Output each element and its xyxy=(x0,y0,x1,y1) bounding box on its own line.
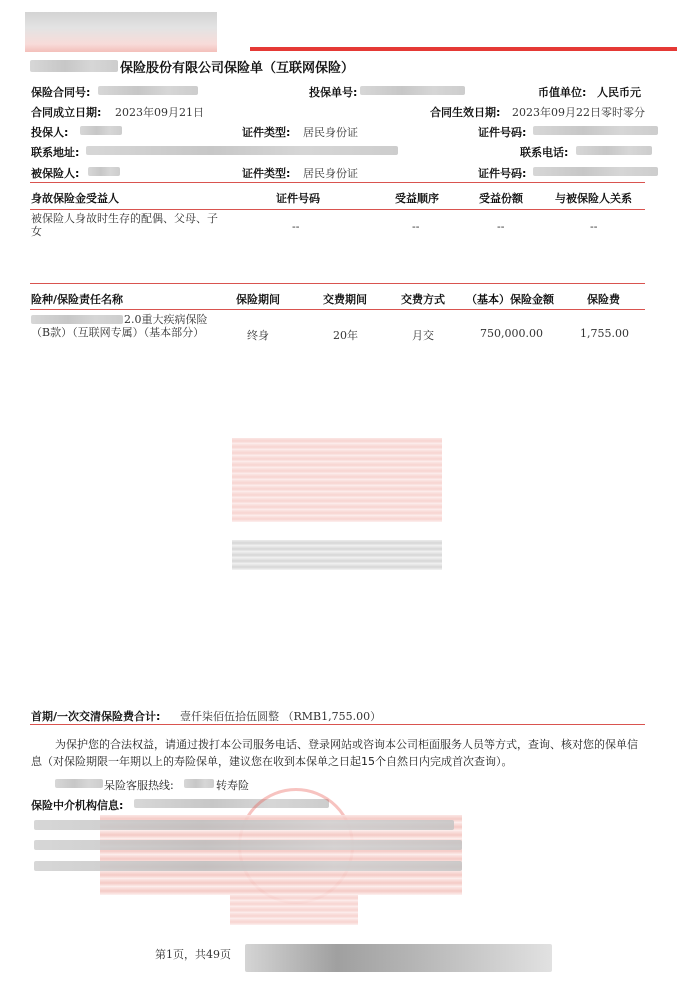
redacted-phone xyxy=(576,146,652,155)
beneficiary-cell-4: -- xyxy=(590,220,598,233)
divider xyxy=(30,209,645,210)
coverage-period: 终身 xyxy=(247,329,269,342)
contract-no-label: 保险合同号: xyxy=(31,86,91,99)
header-red-bar xyxy=(250,47,677,51)
effective-value: 2023年09月22日零时零分 xyxy=(512,106,645,119)
divider xyxy=(30,309,645,310)
currency-value: 人民币元 xyxy=(597,86,641,99)
coverage-pay-period: 20年 xyxy=(333,329,358,342)
insured-label: 被保险人: xyxy=(31,167,80,180)
coverage-header-0: 险种/保险责任名称 xyxy=(31,293,124,306)
effective-label: 合同生效日期: xyxy=(430,106,501,119)
id-no-label: 证件号码: xyxy=(478,126,527,139)
established-label: 合同成立日期: xyxy=(31,106,102,119)
agency-label: 保险中介机构信息: xyxy=(31,799,124,812)
id-type-label: 证件类型: xyxy=(242,126,291,139)
redacted-agency-line xyxy=(34,840,462,850)
redacted-company-name xyxy=(30,60,118,72)
redacted-id-no-2 xyxy=(533,167,658,176)
beneficiary-cell-3: -- xyxy=(497,220,505,233)
id-no-label-2: 证件号码: xyxy=(478,167,527,180)
redacted-application-no xyxy=(360,86,465,95)
total-label: 首期/一次交清保险费合计: xyxy=(31,710,161,723)
coverage-header-4: （基本）保险金额 xyxy=(466,293,554,306)
coverage-header-2: 交费期间 xyxy=(323,293,367,306)
established-value: 2023年09月21日 xyxy=(115,106,204,119)
beneficiary-header-0: 身故保险金受益人 xyxy=(31,192,119,205)
beneficiary-header-1: 证件号码 xyxy=(276,192,320,205)
redacted-hotline xyxy=(184,779,214,788)
redacted-block xyxy=(232,438,442,522)
beneficiary-header-4: 与被保险人关系 xyxy=(555,192,632,205)
divider xyxy=(30,182,645,183)
coverage-header-1: 保险期间 xyxy=(236,293,280,306)
notice-text: 为保护您的合法权益，请通过拨打本公司服务电话、登录网站或咨询本公司柜面服务人员等方式，查询、核对您的保单信息（对保险期限一年期以上的寿险保单，建议您在收到本保单之日起15个自然日内完成首次查询）。 xyxy=(31,738,638,768)
page-number: 第1页，共49页 xyxy=(155,948,231,961)
phone-label: 联系电话: xyxy=(520,146,569,159)
id-type-value-2: 居民身份证 xyxy=(303,167,358,180)
divider xyxy=(30,283,645,284)
application-no-label: 投保单号: xyxy=(309,86,358,99)
redacted-insured xyxy=(88,167,120,176)
beneficiary-cell-0: 被保险人身故时生存的配偶、父母、子女 xyxy=(31,212,218,238)
redacted-block xyxy=(232,540,442,570)
hotline-suffix: 转寿险 xyxy=(216,779,249,792)
redacted-logo xyxy=(25,12,217,52)
beneficiary-cell-2: -- xyxy=(412,220,420,233)
applicant-label: 投保人: xyxy=(31,126,69,139)
redacted-company-short xyxy=(55,779,103,788)
coverage-premium: 1,755.00 xyxy=(580,327,629,340)
redacted-applicant xyxy=(80,126,122,135)
coverage-header-3: 交费方式 xyxy=(401,293,445,306)
beneficiary-header-3: 受益份额 xyxy=(479,192,523,205)
redacted-agency-line xyxy=(34,861,462,871)
currency-label: 币值单位: xyxy=(538,86,587,99)
id-type-value: 居民身份证 xyxy=(303,126,358,139)
redacted-agency-line xyxy=(34,820,454,830)
coverage-header-5: 保险费 xyxy=(587,293,620,306)
address-label: 联系地址: xyxy=(31,146,80,159)
redacted-address xyxy=(86,146,398,155)
redacted-footer xyxy=(245,944,552,972)
redacted-id-no xyxy=(533,126,658,135)
coverage-name: 2.0重大疾病保险（B款）（互联网专属）（基本部分） xyxy=(31,313,208,339)
redacted-block xyxy=(230,895,358,925)
total-value: 壹仟柒佰伍拾伍圆整 （RMB1,755.00） xyxy=(180,710,382,723)
id-type-label-2: 证件类型: xyxy=(242,167,291,180)
coverage-amount: 750,000.00 xyxy=(480,327,543,340)
page-title: 保险股份有限公司保险单（互联网保险） xyxy=(120,61,355,76)
redacted-contract-no xyxy=(98,86,198,95)
hotline-label: 呆险客服热线: xyxy=(104,779,174,792)
beneficiary-cell-1: -- xyxy=(292,220,300,233)
divider xyxy=(30,724,645,725)
beneficiary-header-2: 受益顺序 xyxy=(395,192,439,205)
coverage-pay-method: 月交 xyxy=(412,329,434,342)
